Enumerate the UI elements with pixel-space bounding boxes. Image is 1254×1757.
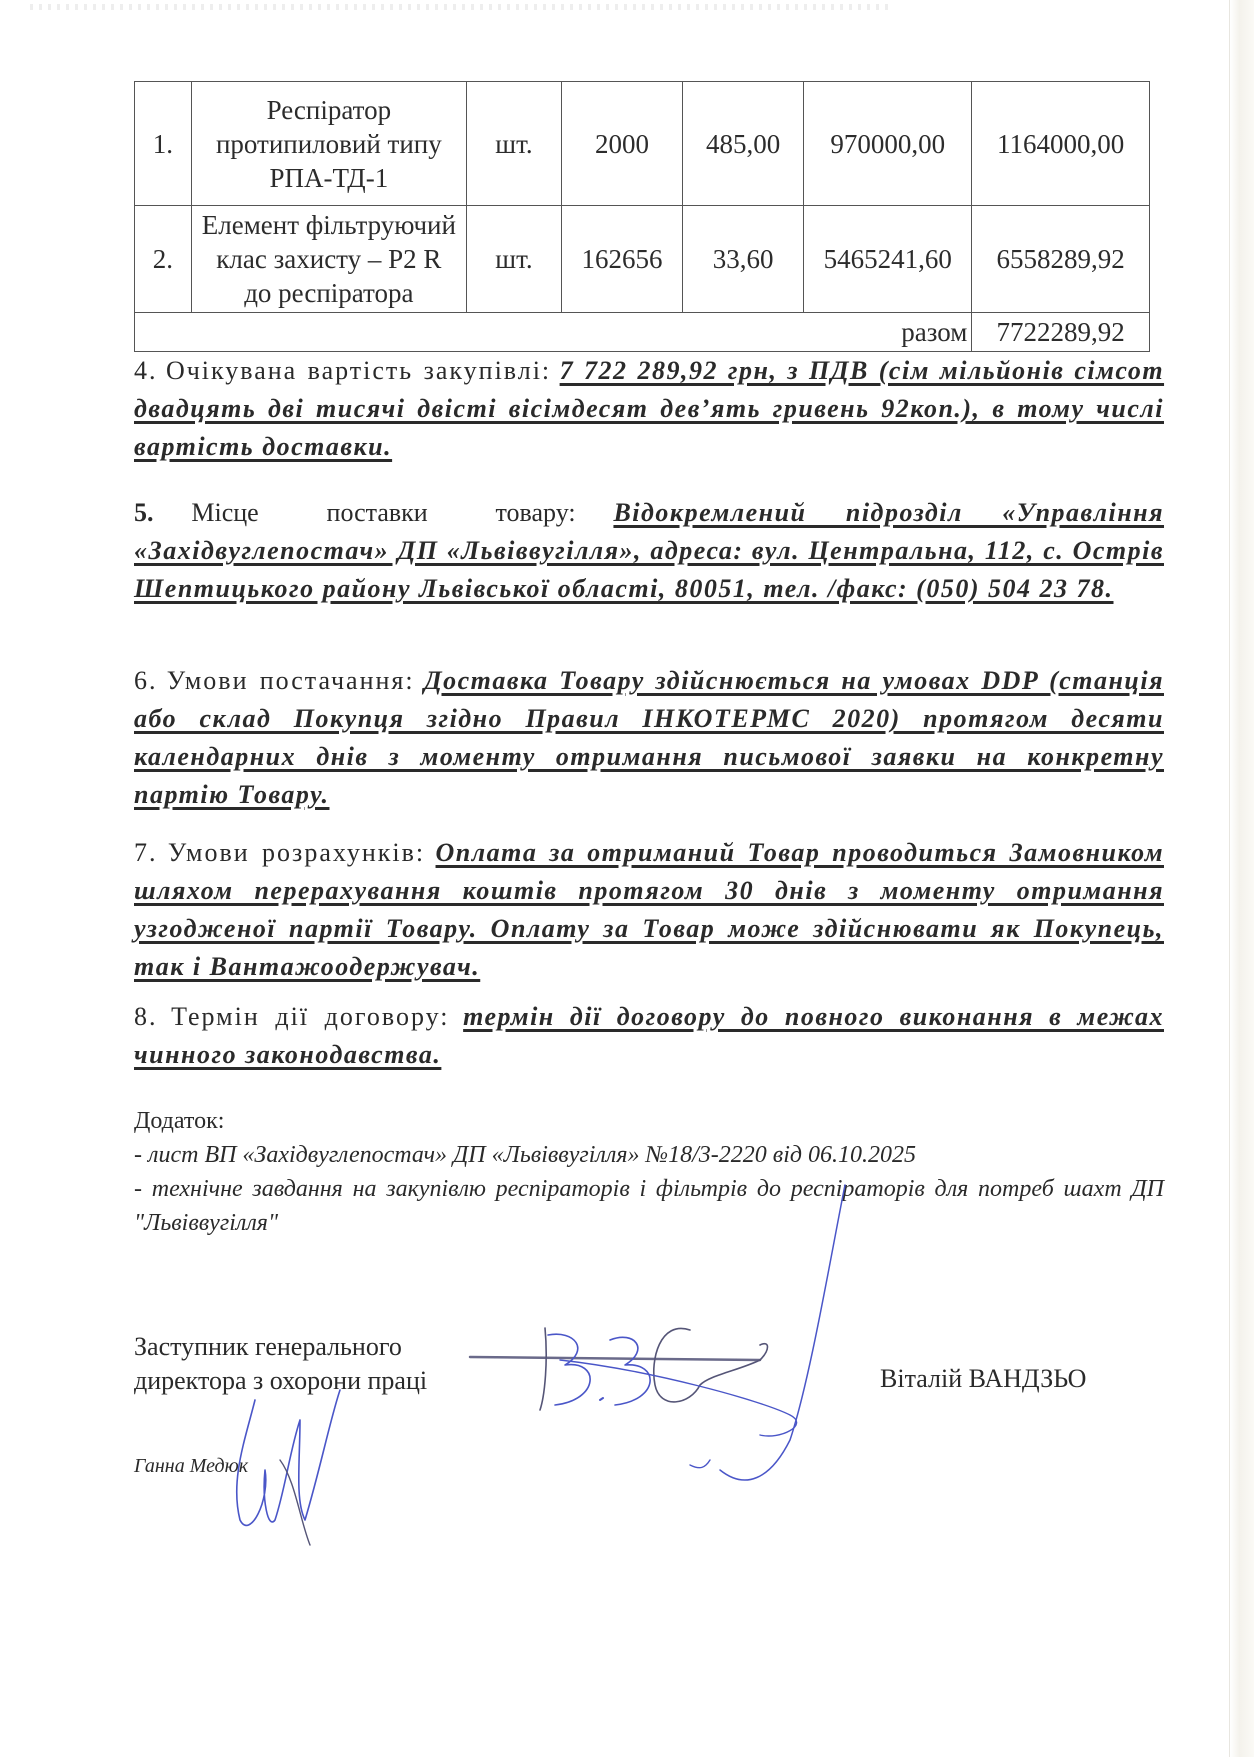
row-number: 1. <box>135 82 192 206</box>
signatory-position-line: директора з охорони праці <box>134 1366 428 1395</box>
item-name-line: клас захисту – Р2 R <box>216 244 442 274</box>
executor-name: Ганна Медюк <box>134 1455 249 1477</box>
item-unit: шт. <box>467 206 562 313</box>
section-label: Умови розрахунків: <box>167 838 426 867</box>
item-sum-with-vat: 6558289,92 <box>972 206 1150 313</box>
item-name <box>191 206 466 313</box>
section-payment-terms <box>134 834 1164 986</box>
section-delivery-terms <box>134 662 1164 814</box>
item-name-line: протипиловий типу <box>215 128 442 159</box>
item-name-line: до респіратора <box>244 278 414 308</box>
section-label: Умови постачання: <box>166 666 415 695</box>
section-label: Термін дії договору: <box>171 1002 450 1031</box>
section-value: 7 722 289,92 грн, з ПДВ (сім мільйонів сімсот двадцять дві тисячі двісті вісімдесят дев’ять гривень 92коп.), в тому числі вартість доставки. <box>134 356 1165 461</box>
signature-stroke <box>654 1328 768 1401</box>
item-sum-no-vat: 970000,00 <box>804 82 972 206</box>
table-row <box>135 206 1150 313</box>
annex-title: Додаток: <box>134 1108 225 1134</box>
section-contract-term <box>134 998 1164 1074</box>
section-number: 4. <box>134 356 158 385</box>
signature-stroke <box>600 1398 603 1400</box>
table-total-row <box>135 313 1150 352</box>
item-price: 33,60 <box>683 206 804 313</box>
item-sum-no-vat: 5465241,60 <box>804 206 972 313</box>
signature-stroke <box>540 1328 546 1410</box>
item-sum-with-vat: 1164000,00 <box>972 82 1150 206</box>
section-label: Місце поставки товару: <box>191 498 576 527</box>
section-number: 5. <box>134 498 154 527</box>
scan-artifact <box>30 4 890 10</box>
section-value: термін дії договору до повного виконання в межах чинного законодавства. <box>134 1002 1164 1069</box>
item-name <box>191 82 466 206</box>
signatory-position <box>134 1330 427 1398</box>
signature-stroke <box>610 1337 650 1405</box>
section-number: 7. <box>134 838 158 867</box>
item-price: 485,00 <box>683 82 804 206</box>
section-value: Оплата за отриманий Товар проводиться Замовником шляхом перерахування коштів протягом 30 днів з моменту отримання узгодженої партії Товару. Оплату за Товар може здійснювати як Покупець, так і Вантажоодержувач. <box>134 838 1164 981</box>
total-value: 7722289,92 <box>972 313 1150 352</box>
section-expected-cost <box>134 352 1164 466</box>
item-name-line: Елемент фільтруючий <box>201 210 456 240</box>
scan-page-edge <box>1229 0 1254 1757</box>
item-quantity: 2000 <box>561 82 682 206</box>
signature-stroke <box>470 1357 760 1360</box>
section-number: 8. <box>134 1002 158 1031</box>
signature-stroke <box>690 1460 710 1468</box>
annex-item: - лист ВП «Західвуглепостач» ДП «Львіввугілля» №18/3-2220 від 06.10.2025 <box>134 1142 917 1168</box>
total-label: разом <box>135 313 972 352</box>
signature-stroke <box>237 1390 340 1525</box>
signature-stroke <box>560 1360 797 1436</box>
item-name-line: РПА-ТД-1 <box>269 162 389 193</box>
annex-item: - технічне завдання на закупівлю респіраторів і фільтрів до респіраторів для потреб шахт ДП "Львіввугілля" <box>134 1176 1164 1236</box>
signature-stroke <box>548 1334 590 1405</box>
item-unit: шт. <box>467 82 562 206</box>
section-value: Відокремлений підрозділ «Управління «Західвуглепостач» ДП «Львіввугілля», адреса: вул. Центральна, 112, с. Острів Шептицького району Львівської області, 80051, тел. /факс: (050) 504 23 78. <box>134 498 1165 603</box>
row-number: 2. <box>135 206 192 313</box>
signature-stroke <box>280 1460 310 1545</box>
item-quantity: 162656 <box>561 206 682 313</box>
section-number: 6. <box>134 666 158 695</box>
section-value: Доставка Товару здійснюється на умовах DDP (станція або склад Покупця згідно Правил ІНКОТЕРМС 2020) протягом десяти календарних днів з моменту отримання письмової заявки на конкретну партію Товару. <box>134 666 1164 809</box>
annex <box>134 1104 1164 1240</box>
section-label: Очікувана вартість закупівлі: <box>165 356 552 385</box>
signatory-name: Віталій ВАНДЗЬО <box>880 1364 1087 1393</box>
table-row <box>135 82 1150 206</box>
item-name-line: Респіратор <box>266 94 392 125</box>
items-table <box>134 81 1150 352</box>
signatory-position-line: Заступник генерального <box>134 1332 402 1361</box>
section-delivery-place <box>134 494 1164 608</box>
